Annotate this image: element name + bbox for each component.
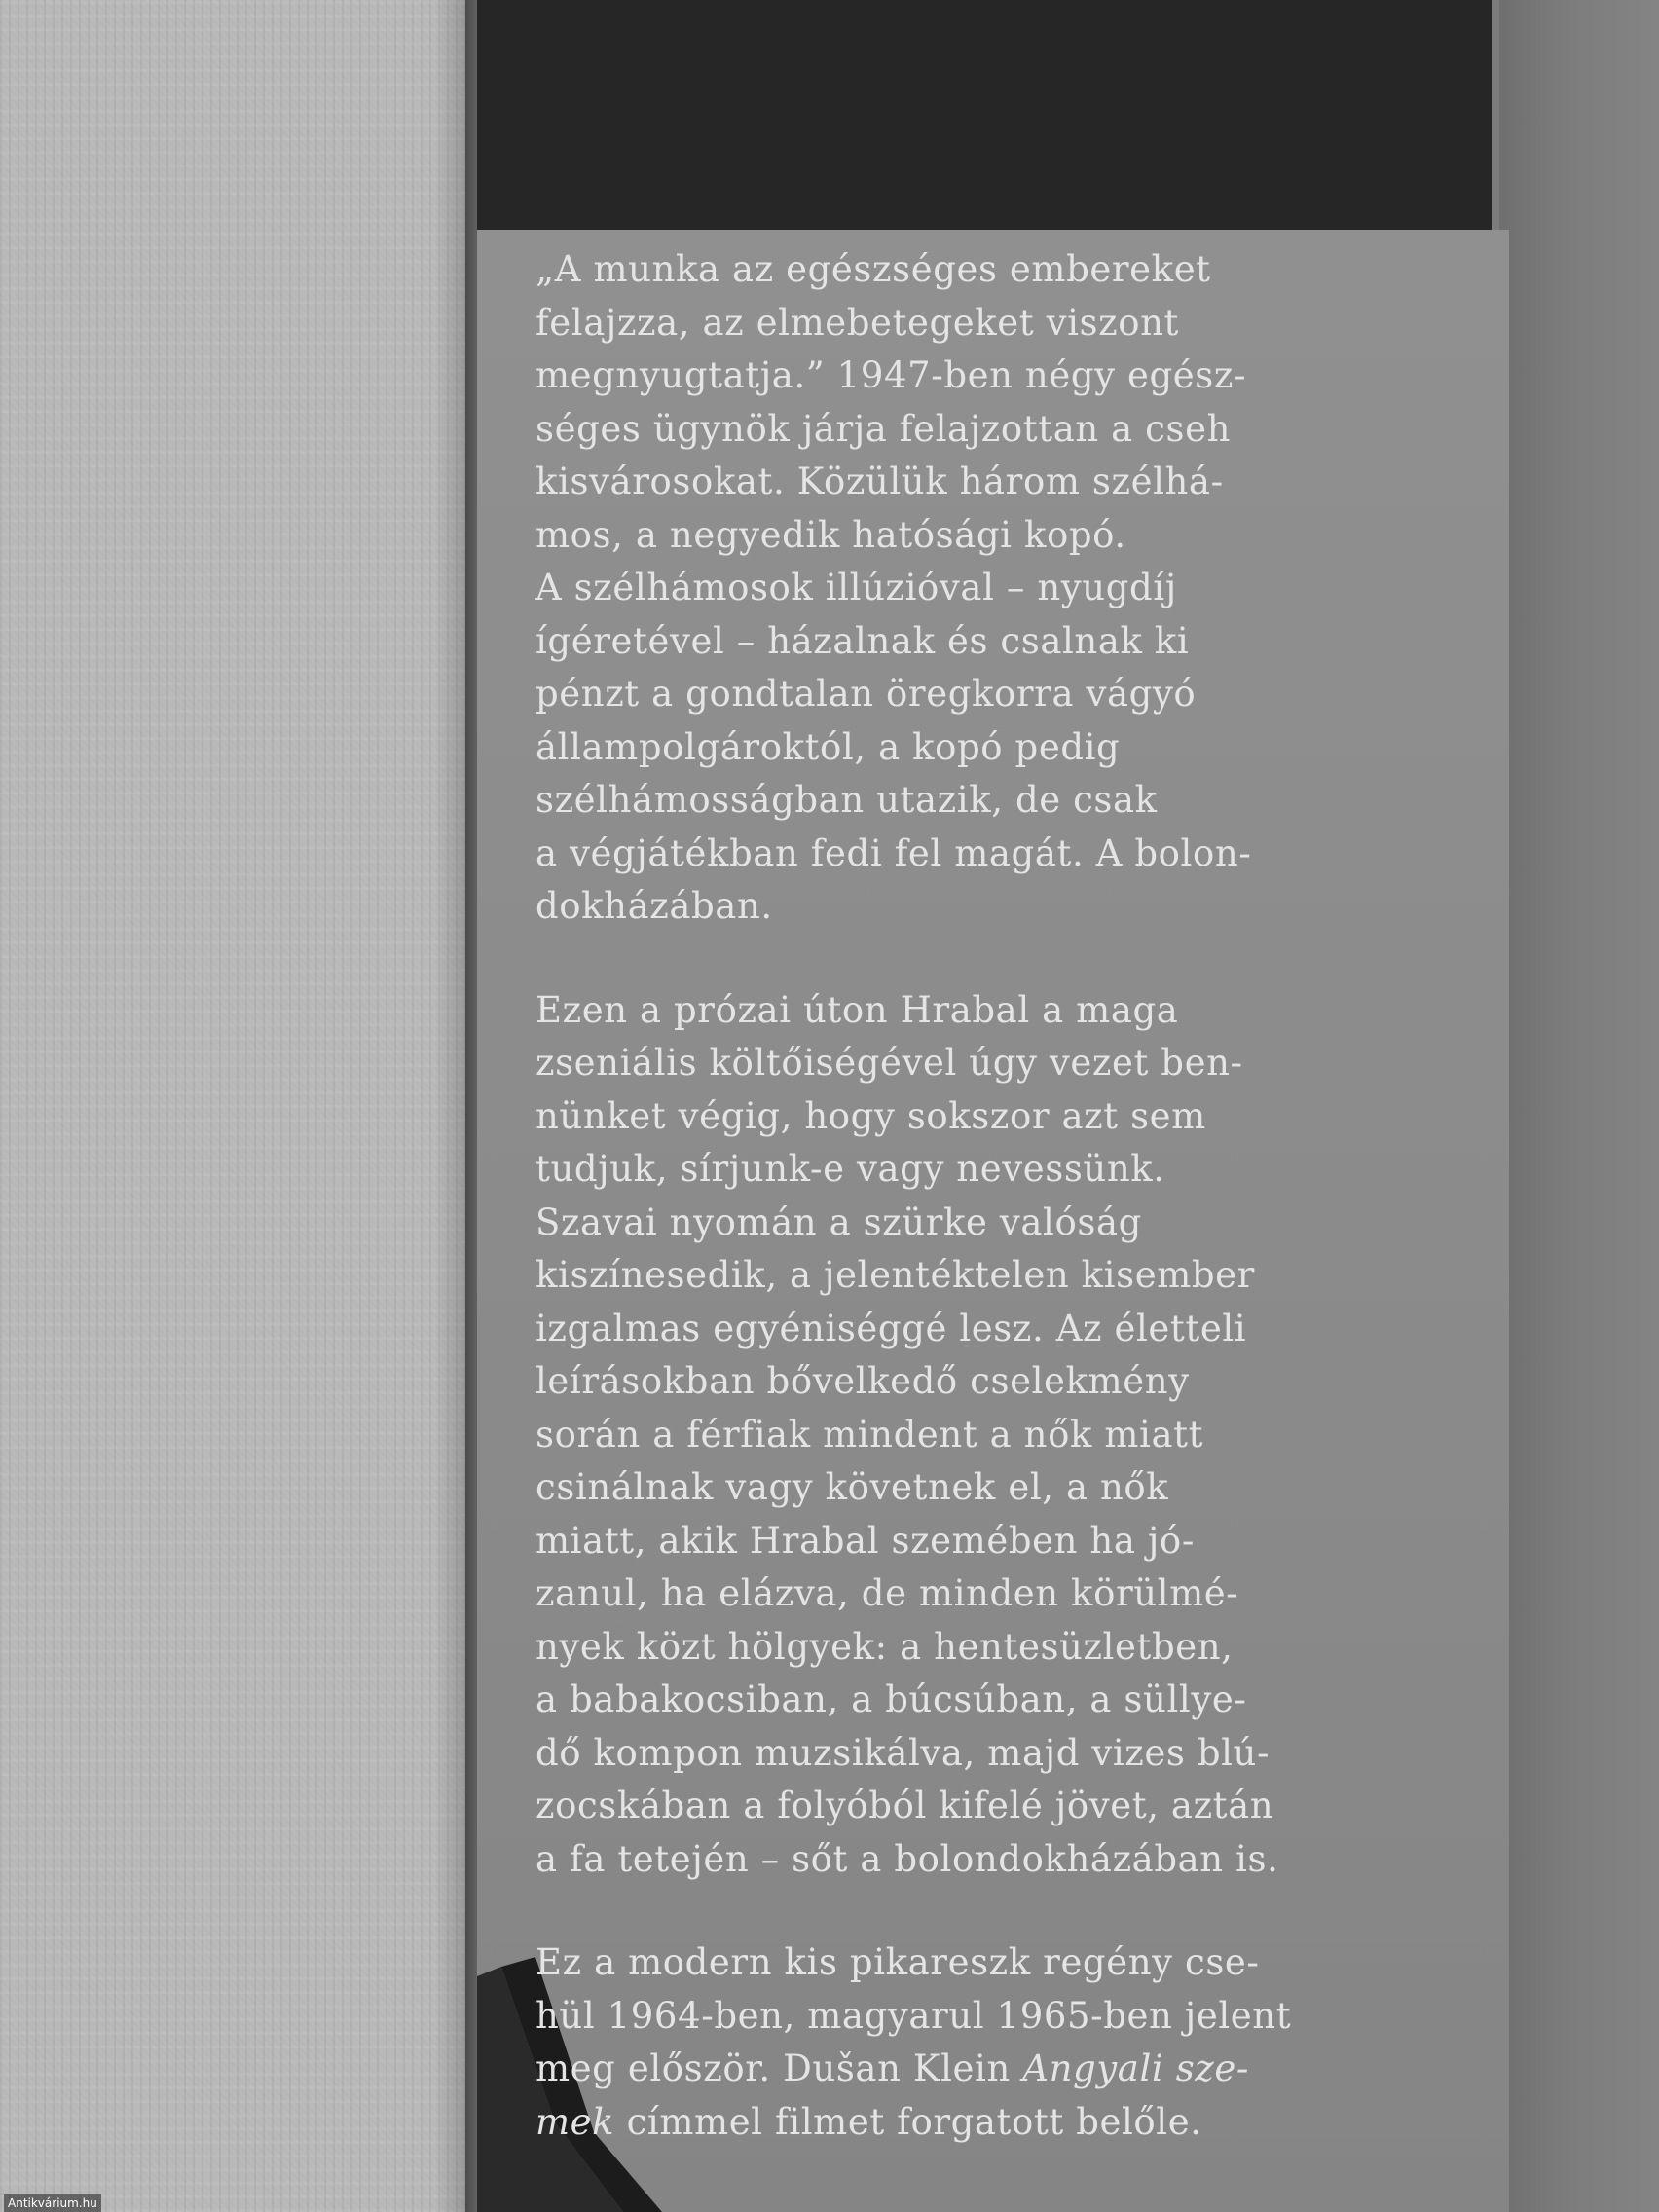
left-book-page <box>0 0 465 2212</box>
right-background-edge <box>1499 0 1659 2212</box>
film-title: Angyali sze- mek <box>535 2047 1249 2143</box>
back-cover-blurb <box>535 243 1451 2149</box>
dark-top-band <box>477 0 1492 230</box>
blurb-paragraph-2: Ezen a prózai úton Hrabal a maga zseniális költőiségével úgy vezet ben- nünket végig, hogy sokszor azt sem tudjuk, sírjunk-e vagy nevessünk. Szavai nyomán a szürke valóság kiszínesedik, a jelentéktelen kisember izgalmas egyéniséggé lesz. Az életteli leírásokban bővelkedő cselekmény során a férfiak mindent a nők miatt csinálnak vagy követnek el, a nők miatt, akik Hrabal szemében ha jó- zanul, ha elázva, de minden körülmé- nyek közt hölgyek: a hentesüzletben, a babakocsiban, a búcsúban, a süllye- dő kompon muzsikálva, majd vizes blú- zocskában a folyóból kifelé jövet, aztán a fa tetején – sőt a bolondokházában is. <box>535 988 1279 1880</box>
blurb-paragraph-1: „A munka az egészséges embereket felajzza, az elmebetegeket viszont megnyugtatja.” 1947-ben négy egész- séges ügynök járja felajzottan a cseh kisvárosokat. Közülük három szélhá- mos, a negyedik hatósági kopó. A szélhámosok illúzióval – nyugdíj ígéretével – házalnak és csalnak ki pénzt a gondtalan öregkorra vágyó állampolgároktól, a kopó pedig szélhámosságban utazik, de csak a végjátékban fedi fel magát. A bolon- dokházában. <box>535 248 1252 927</box>
blurb-paragraph-3 <box>535 1936 1451 2149</box>
blurb-paragraph-3-end: címmel filmet forgatott belőle. <box>614 2100 1202 2143</box>
blurb-paragraph-3-start: Ez a modern kis pikareszk regény cse- hül 1964-ben, magyarul 1965-ben jelent meg először. Dušan Klein <box>535 1941 1292 2089</box>
watermark: Antikvárium.hu <box>4 2194 101 2212</box>
left-page-shadow <box>434 0 465 2212</box>
